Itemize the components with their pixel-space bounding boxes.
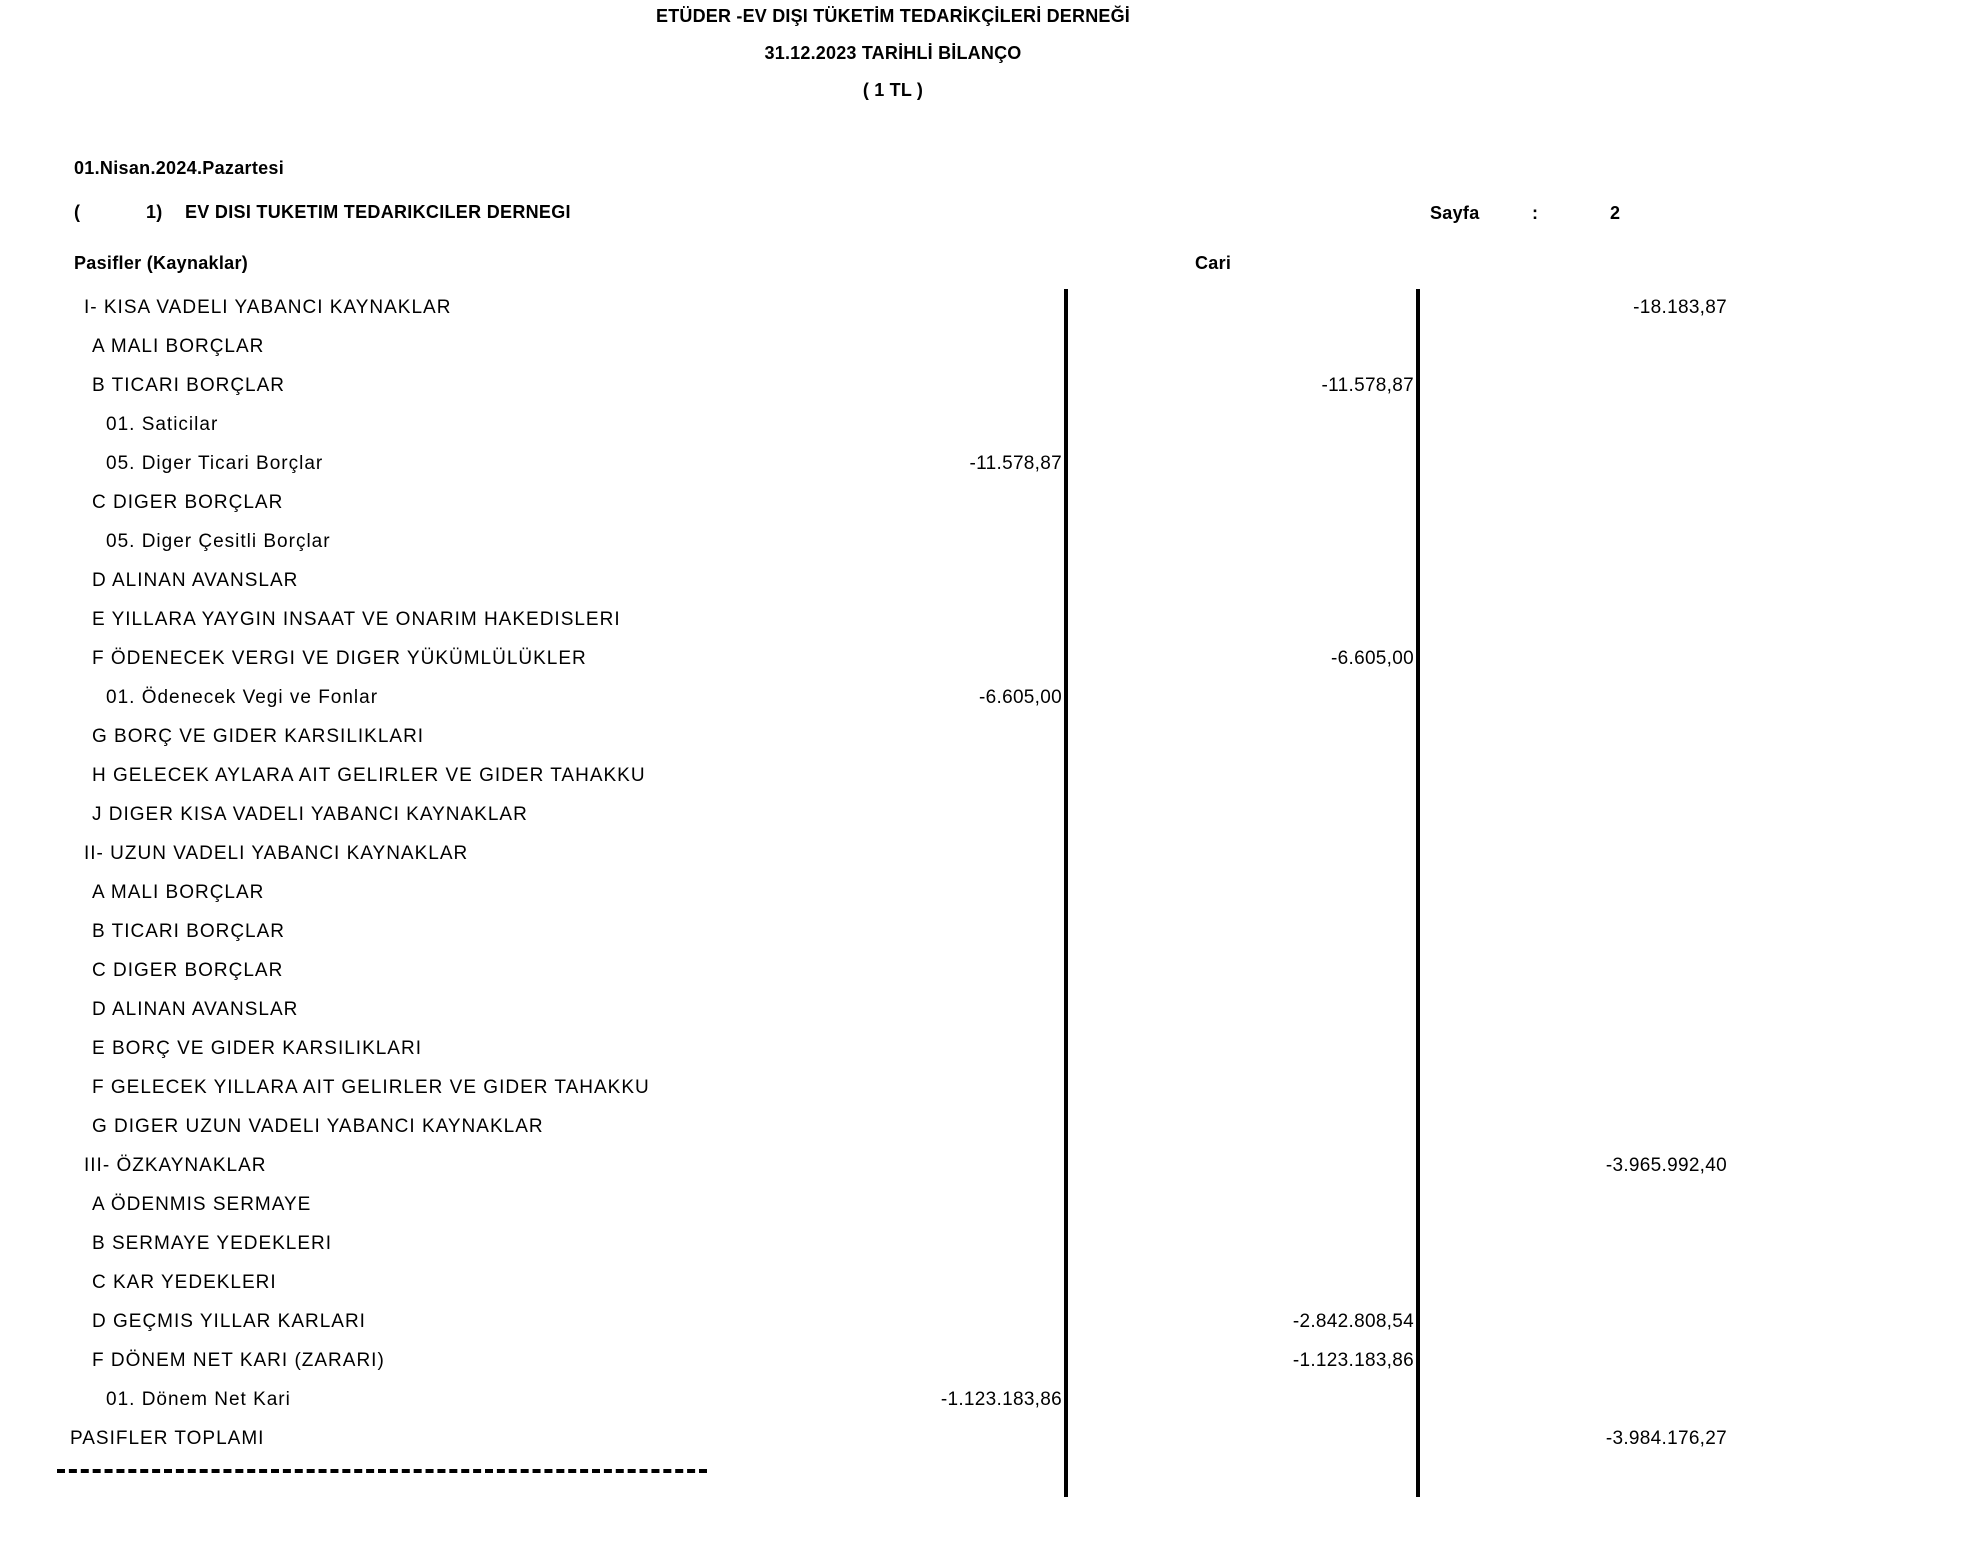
row-label: C DIGER BORÇLAR — [92, 960, 284, 981]
table-row — [0, 610, 1964, 649]
row-value-total: -3.984.176,27 — [1605, 1428, 1727, 1449]
row-label: 01. Saticilar — [106, 414, 219, 435]
table-row — [0, 649, 1964, 688]
row-label: II- UZUN VADELI YABANCI KAYNAKLAR — [84, 843, 469, 864]
table-row — [0, 883, 1964, 922]
row-label: B TICARI BORÇLAR — [92, 921, 286, 942]
table-row — [0, 922, 1964, 961]
row-label: D ALINAN AVANSLAR — [92, 570, 299, 591]
table-row — [0, 454, 1964, 493]
page-number: 2 — [1610, 203, 1621, 223]
row-label: B SERMAYE YEDEKLERI — [92, 1233, 333, 1254]
row-label: J DIGER KISA VADELI YABANCI KAYNAKLAR — [92, 804, 528, 825]
row-value-total: -3.965.992,40 — [1605, 1155, 1727, 1176]
row-label: 01. Ödenecek Vegi ve Fonlar — [106, 687, 379, 708]
table-row — [0, 415, 1964, 454]
table-row — [0, 1078, 1964, 1117]
table-row — [0, 1273, 1964, 1312]
page-label: Sayfa — [1430, 203, 1480, 223]
document-subtitle: 31.12.2023 TARİHLİ BİLANÇO — [764, 43, 1022, 63]
table-row — [0, 1000, 1964, 1039]
row-value-detail: -11.578,87 — [969, 453, 1062, 474]
table-row — [0, 1039, 1964, 1078]
row-label: PASIFLER TOPLAMI — [70, 1428, 265, 1449]
row-label: G DIGER UZUN VADELI YABANCI KAYNAKLAR — [92, 1116, 544, 1137]
table-row — [0, 1429, 1964, 1468]
table-row — [0, 1195, 1964, 1234]
footer-dashed-line — [57, 1469, 707, 1473]
table-row — [0, 532, 1964, 571]
column-header-cari: Cari — [1195, 253, 1232, 273]
row-label: G BORÇ VE GIDER KARSILIKLARI — [92, 726, 425, 747]
table-row — [0, 766, 1964, 805]
row-value-detail: -6.605,00 — [979, 687, 1062, 708]
row-label: A MALI BORÇLAR — [92, 336, 265, 357]
table-row — [0, 337, 1964, 376]
row-label: F DÖNEM NET KARI (ZARARI) — [92, 1350, 385, 1371]
table-row — [0, 805, 1964, 844]
document-title: ETÜDER -EV DIŞI TÜKETİM TEDARİKÇİLERİ DERNEĞİ — [655, 6, 1131, 26]
row-label: F GELECEK YILLARA AIT GELIRLER VE GIDER TAHAKKU — [92, 1077, 650, 1098]
company-open-paren: ( — [74, 202, 81, 222]
table-row — [0, 571, 1964, 610]
row-value-cari: -2.842.808,54 — [1292, 1311, 1414, 1332]
row-value-cari: -11.578,87 — [1321, 375, 1414, 396]
row-value-cari: -6.605,00 — [1331, 648, 1414, 669]
table-row — [0, 1117, 1964, 1156]
table-row — [0, 1234, 1964, 1273]
row-label: H GELECEK AYLARA AIT GELIRLER VE GIDER TAHAKKU — [92, 765, 646, 786]
table-row — [0, 1156, 1964, 1195]
row-value-total: -18.183,87 — [1633, 297, 1727, 318]
currency-note: ( 1 TL ) — [862, 80, 924, 100]
row-label: D GEÇMIS YILLAR KARLARI — [92, 1311, 366, 1332]
row-label: F ÖDENECEK VERGI VE DIGER YÜKÜMLÜLÜKLER — [92, 648, 587, 669]
row-label: C KAR YEDEKLERI — [92, 1272, 277, 1293]
row-label: A ÖDENMIS SERMAYE — [92, 1194, 312, 1215]
table-row — [0, 844, 1964, 883]
report-date: 01.Nisan.2024.Pazartesi — [74, 158, 285, 178]
page-separator: : — [1532, 203, 1539, 223]
table-row — [0, 1390, 1964, 1429]
row-label: III- ÖZKAYNAKLAR — [84, 1155, 267, 1176]
row-value-detail: -1.123.183,86 — [940, 1389, 1062, 1410]
table-row — [0, 298, 1964, 337]
row-value-cari: -1.123.183,86 — [1292, 1350, 1414, 1371]
row-label: C DIGER BORÇLAR — [92, 492, 284, 513]
row-label: B TICARI BORÇLAR — [92, 375, 286, 396]
row-label: 05. Diger Ticari Borçlar — [106, 453, 324, 474]
table-row — [0, 1351, 1964, 1390]
table-row — [0, 727, 1964, 766]
table-row — [0, 376, 1964, 415]
table-row — [0, 1312, 1964, 1351]
row-label: 05. Diger Çesitli Borçlar — [106, 531, 331, 552]
company-name: EV DISI TUKETIM TEDARIKCILER DERNEGI — [185, 202, 571, 222]
row-label: A MALI BORÇLAR — [92, 882, 265, 903]
row-label: I- KISA VADELI YABANCI KAYNAKLAR — [84, 297, 452, 318]
row-label: 01. Dönem Net Kari — [106, 1389, 291, 1410]
company-number: 1) — [146, 202, 163, 222]
section-header-pasifler: Pasifler (Kaynaklar) — [74, 253, 249, 273]
table-row — [0, 961, 1964, 1000]
row-label: D ALINAN AVANSLAR — [92, 999, 299, 1020]
table-row — [0, 493, 1964, 532]
row-label: E BORÇ VE GIDER KARSILIKLARI — [92, 1038, 422, 1059]
row-label: E YILLARA YAYGIN INSAAT VE ONARIM HAKEDISLERI — [92, 609, 621, 630]
table-row — [0, 688, 1964, 727]
